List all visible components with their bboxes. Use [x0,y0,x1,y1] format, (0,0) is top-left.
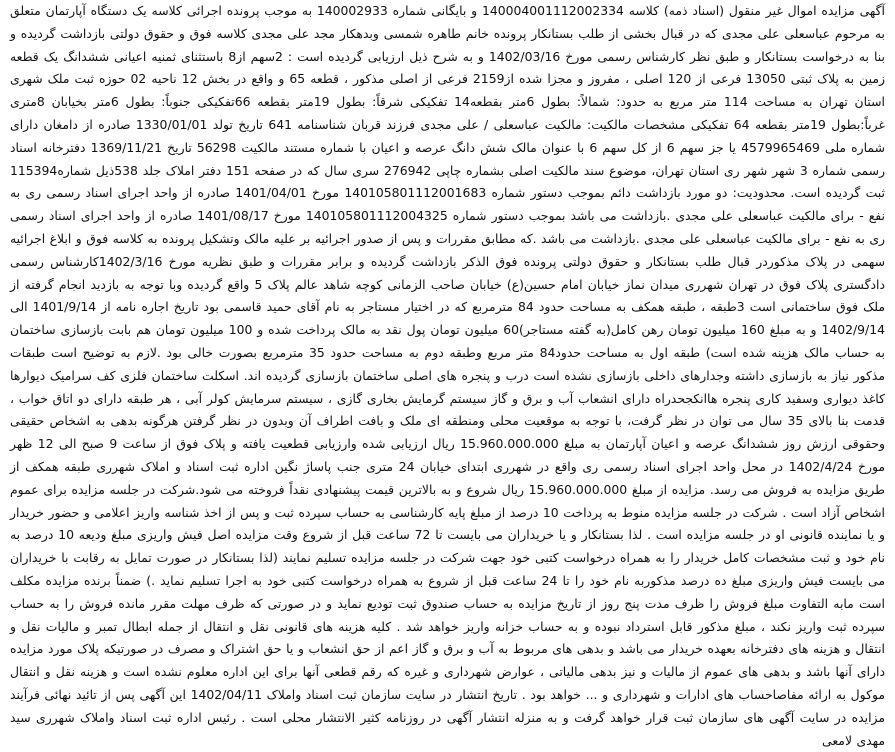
auction-notice-text: آگهی مزایده اموال غیر منقول (اسناد ذمه) کلاسه 140004001112002334 و بایگانی شماره 140002933 به موجب پرونده اجرائی کلاسه یک دستگاه آپارتمان متعلق به مرحوم عباسعلی علی مجدی که در قبال بخشی از طلب بستانکار پرونده خانم طاهره شمسی وبدهکار مجد علی مجدی کلاسه فوق و حقوق دولتی بازداشت گردیده و بنا به درخواست بستانکار و طبق نظر کارشناس رسمی مورخ 1402/03/16 و به شرح ذیل ارزیابی گردیده است : 2سهم از8 باستثنای ثمنیه اعیانی ششدانگ یک قطعه زمین به پلاک ثبتی 13050 فرعی از 120 اصلی ، مفروز و مجزا شده از2159 فرعی از اصلی مذکور ، قطعه 65 و واقع در بخش 12 ناحیه 02 حوزه ثبت ملک شهری استان تهران به مساحت 114 متر مربع به حدود: شمالاً: بطول 6متر بقطعه14 تفکیکی شرقاً: بطول 19متر بقطعه 66تفکیکی جنوباً: بطول 6متر بخیابان 8متری غرباً:بطول 19متر بقطعه 64 تفکیکی مشخصات مالکیت: مالکیت عباسعلی / علی مجدی فرزند قربان شناسنامه 641 تاریخ تولد 1330/01/01 صادره از دامغان دارای شماره ملی 4579965469 یا جز سهم 6 از کل سهم 6 با عنوان مالک شش دانگ عرصه و اعیان با شماره مستند مالکیت 56298 تاریخ 1369/11/21 دفترخانه اسناد رسمی شماره 3 شهر شهر ری استان تهران، موضوع سند مالکیت اصلی بشماره چاپی 276942 سری سال که در صفحه 151 دفتر املاک جلد 538ذیل شماره115394 ثبت گردیده است. محدودیت: دو مورد بازداشت دائم بموجب دستور شماره 140105801112001683 مورخ 1401/04/01 صادره از واحد اجرای اسناد رسمی ری به نفع - برای مالکیت عباسعلی علی مجدی .بازداشت می باشد بموجب دستور شماره 140105801112004325 مورخ 1401/08/17 صادره از واحد اجرای اسناد رسمی ری به نفع - برای مالکیت عباسعلی علی مجدی .بازداشت می باشد .که مطابق مقررات و پس از صدور اجرائیه بر علیه مالک وتشکیل پرونده به کلاسه فوق و ابلاغ اجرائیه سهمی در پلاک مذکوردر قبال طلب بستانکار و حقوق دولتی پرونده فوق الذکر بازداشت گردیده و برابر مقررات و طبق نظریه مورخ 1402/3/16کارشناس رسمی دادگستری پلاک فوق در تهران شهرری میدان نماز خیابان امام حسین(ع) خیابان صاحب الزمانی کوچه شاهد عالم پلاک 5 واقع گردیده وبا توجه به بازدید انجام گرفته از ملک فوق ساختمانی است 3طبقه ، طبقه همکف به مساحت حدود 84 مترمربع که در اختیار مستاجر به نام آقای حمید قاسمی بود تاریخ اجاره نامه از 1401/9/14 الی 1402/9/14 و به مبلغ 160 میلیون تومان رهن کامل(به گفته مستاجر)60 میلیون تومان پول نقد به مالک پرداخت شده و 100 میلیون تومان هم بابت بازسازی ساختمان به حساب مالک هزینه شده است) طبقه اول به مساحت حدود84 متر مربع وطبقه دوم به مساحت حدود 35 مترمربع بصورت خالی بود .لازم به توضیح است طبقات مذکور نیاز به بازسازی داشته وجدارهای داخلی بازسازی نشده است درب و پنجره های اصلی ساختمان بازسازی گردیده اند. اسکلت ساختمان فلزی کف سرامیک دیوارها کاغذ دیواری وسفید کاری پنجره هاانکجحدراه دارای انشعاب آب و برق و گاز سیستم گرمایش بخاری گازی ، سیستم سرمایش کولر آبی ، هر طبقه دارای دو اتاق خواب ، قدمت بنا بالای 35 سال می توان در نظر گرفت، با توجه به موقعیت محلی ومنطقه ای ملک و بافت اطراف آن وبدون در نظر گرفتن هرگونه بدهی به اشخاص حقیقی وحقوقی ارزش روز ششدانگ عرصه و اعیان آپارتمان به مبلغ 15.960.000.000 ریال ارزیابی شده وارزیابی قطعیت یافته و پلاک فوق از ساعت 9 صبح الی 12 ظهر مورخ 1402/4/24 در محل واحد اجرای اسناد رسمی ری واقع در شهرری ابتدای خیابان 24 متری جنب پاساژ نگین اداره ثبت اسناد و املاک شهرری طبقه همکف از طریق مزایده به فروش می رسد. مزایده از مبلغ 15.960.000.000 ریال شروع و به بالاترین قیمت پیشنهادی نقداً فروخته می شود.شرکت در جلسه مزایده برای عموم اشخاص آزاد است . شرکت در جلسه مزایده منوط به پرداخت 10 درصد از مبلغ پایه کارشناسی به حساب سپرده ثبت و پس از اخذ شناسه واریز اعلامی و حضور خریدار و یا نماینده قانونی او در جلسه مزایده است . لذا بستانکار و یا خریداران می بایست تا 72 ساعت قبل از شروع وقت مزایده اصل فیش واریزی مبلغ ودیعه 10 درصد به نام خود و ثبت مشخصات کامل خریدار را به همراه درخواست کتبی خود جهت شرکت در جلسه مزایده تسلیم نمایند (لذا بستانکار در صورت تمایل به رقابت با خریداران می بایست فیش واریزی مبلغ ده درصد مذکوربه نام خود را تا 24 ساعت قبل از شروع به همراه درخواست کتبی خود به اجرا تسلیم نماید .) ضمناً برنده مزایده مکلف است مابه التفاوت مبلغ فروش را ظرف مدت پنج روز از تاریخ مزایده به حساب صندوق ثبت تودیع نماید و در صورتی که ظرف مهلت مقرر مانده فروش را به حساب سپرده ثبت واریز نکند ، مبلغ مذکور قابل استرداد نبوده و به حساب خزانه واریز خواهد شد . کلیه هزینه های قانونی نقل و انتقال از جمله ابطال تمبر و مالیات نقل و انتقال و هزینه های دفترخانه بعهده خریدار می باشد و بدهی های مربوط به آب و برق و گاز اعم از حق انشعاب و یا حق اشتراک و مصرف در صورتیکه پلاک مورد مزایده دارای آنها باشد و بدهی های عموم از مالیات و نیز بدهی مالیاتی ، عوارض شهرداری و غیره که رقم قطعی آنها برای این اداره معلوم نشده است و هزینه نقل و انتقال موکول به ارائه مفاصاحساب های ادارات و شهرداری و ... خواهد بود . تاریخ انتشار در سایت سازمان ثبت اسناد واملاک 1402/04/11 این آگهی پس از تائید نهائی فرآیند مزایده در سایت آگهی های سازمان ثبت قرار خواهد گرفت و به منزله انتشار آگهی در روزنامه کثیر الانتشار محلی است . رئیس اداره ثبت اسناد واملاک شهرری سید مهدی لامعی [10,3,886,748]
